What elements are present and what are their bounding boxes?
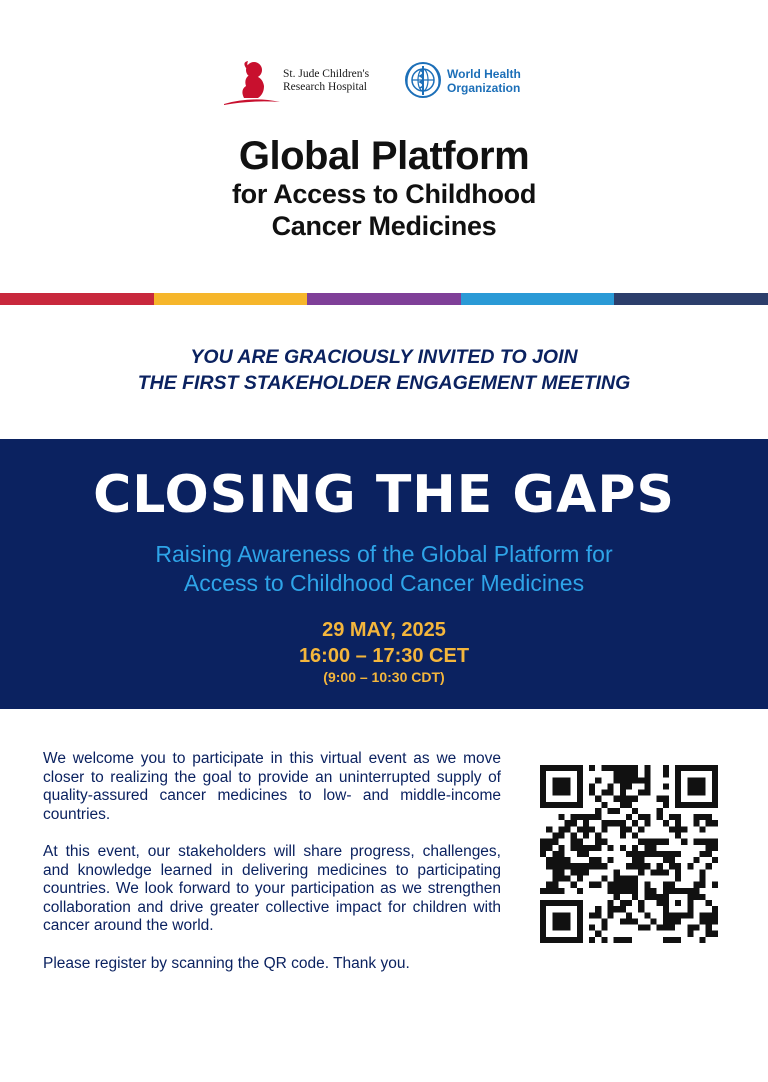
stripe-navy <box>614 293 768 305</box>
stjude-logo <box>222 58 382 106</box>
stjude-line2: Research Hospital <box>283 81 367 93</box>
event-time-alt: (9:00 – 10:30 CDT) <box>323 669 445 685</box>
invitation-line1: YOU ARE GRACIOUSLY INVITED TO JOIN <box>190 346 578 368</box>
stripe-blue <box>461 293 615 305</box>
event-headline: CLOSING THE GAPS <box>93 465 675 525</box>
invitation-line2: THE FIRST STAKEHOLDER ENGAGEMENT MEETING <box>137 372 631 394</box>
platform-title-line1: Global Platform <box>238 134 530 178</box>
body-paragraph-1: We welcome you to participate in this virtual event as we move closer to realizing the goal to provide an uninterrupted supply of quality-assured cancer medicines to low- and middle-income countries. <box>43 750 501 823</box>
who-line2: Organization <box>447 80 521 95</box>
stripe-purple <box>307 293 461 305</box>
event-subtitle <box>0 540 768 598</box>
color-stripe <box>0 293 768 305</box>
who-line1: World Health <box>447 67 521 81</box>
body-paragraph-3: Please register by scanning the QR code. Thank you. <box>43 954 410 972</box>
who-emblem-icon <box>403 60 443 100</box>
event-time: 16:00 – 17:30 CET <box>298 645 470 667</box>
stripe-red <box>0 293 154 305</box>
who-logo <box>403 60 533 100</box>
platform-title-line2: for Access to Childhood <box>231 179 537 209</box>
stripe-yellow <box>154 293 308 305</box>
who-wordmark <box>447 68 521 95</box>
stjude-line1: St. Jude Children's <box>283 68 370 80</box>
stjude-child-icon <box>222 58 282 106</box>
qr-code-icon[interactable] <box>540 765 718 943</box>
stjude-wordmark <box>283 68 369 94</box>
platform-title-line3: Cancer Medicines <box>271 211 497 241</box>
event-banner <box>0 439 768 709</box>
event-subtitle-line1: Raising Awareness of the Global Platform for <box>155 541 613 567</box>
body-paragraph-2: At this event, our stakeholders will share progress, challenges, and knowledge learned in delivering medicines to participating countries. We look forward to your participation as we strengthen collaboration and drive greater collective impact for children with cancer around the world. <box>43 843 501 934</box>
event-subtitle-line2: Access to Childhood Cancer Medicines <box>183 570 585 596</box>
invitation <box>0 344 768 396</box>
event-date: 29 MAY, 2025 <box>322 619 446 641</box>
platform-title <box>0 134 768 242</box>
logo-bar <box>0 58 768 108</box>
invitation-body <box>43 750 501 992</box>
